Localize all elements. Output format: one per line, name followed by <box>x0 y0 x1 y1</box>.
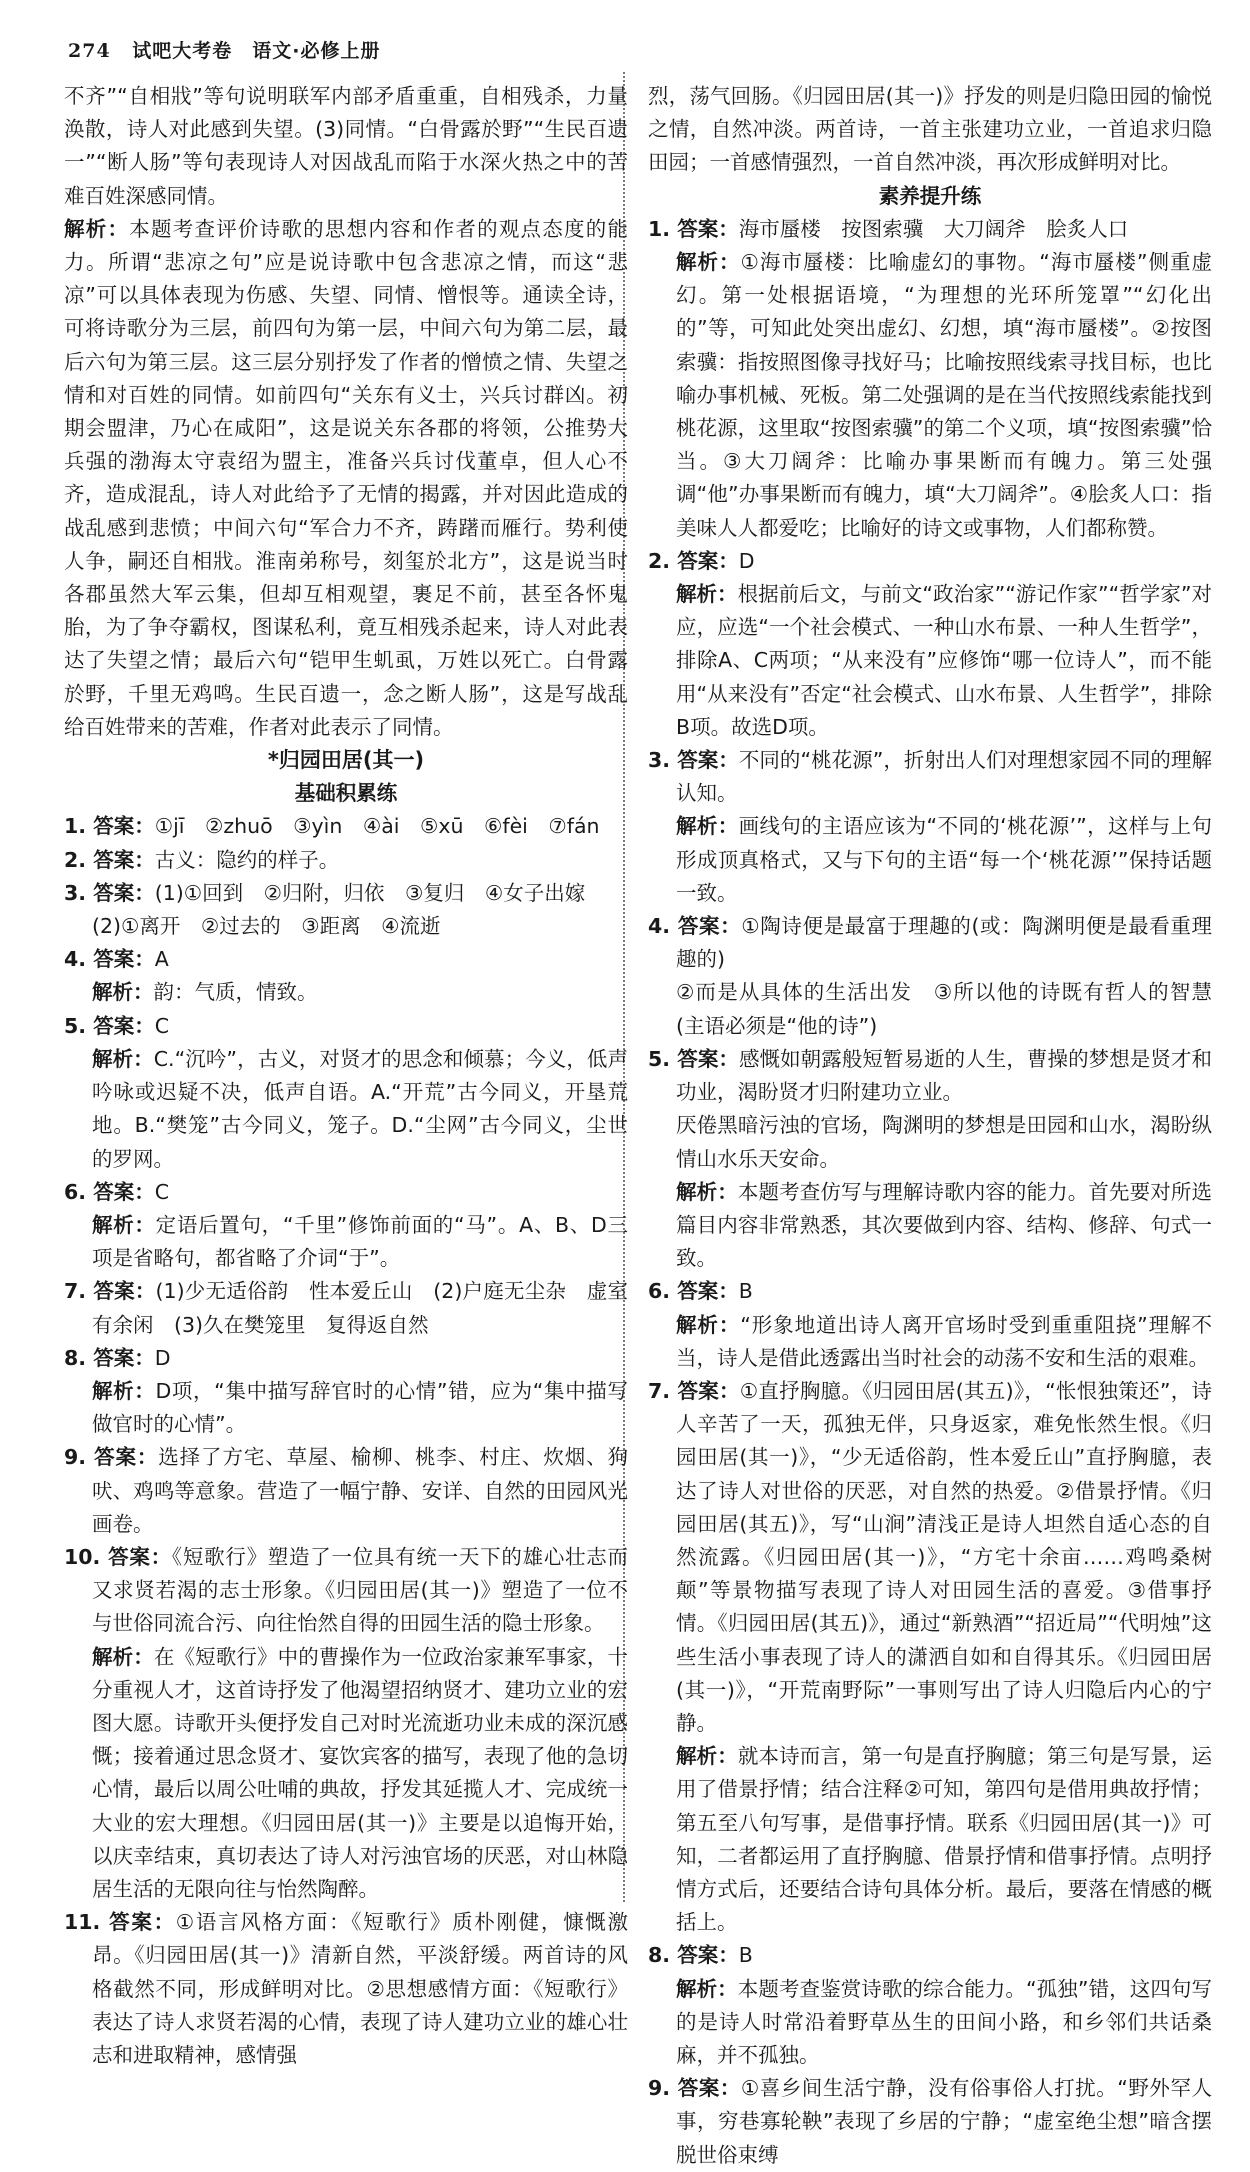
answer-text: ①语言风格方面：《短歌行》质朴刚健，慷慨激昂。《归园田居(其一)》清新自然，平淡舒缓。两首诗的风格截然不同，形成鲜明对比。②思想感情方面：《短歌行》表达了诗人求贤若渴的心情，表现了诗人建功立业的雄心壮志和进取精神，感情强 <box>92 1910 628 2067</box>
answer-label: 6. 答案： <box>64 1179 155 1204</box>
answer-label: 10. 答案： <box>64 1544 172 1569</box>
left-column <box>64 80 628 2072</box>
answer-text: ①直抒胸臆。《归园田居(其五)》，“怅恨独策还”，诗人辛苦了一天，孤独无伴，只身返家，难免怅然生恨。《归园田居(其一)》，“少无适俗韵，性本爱丘山”直抒胸臆，表达了诗人对世俗的厌恶，对自然的热爱。②借景抒情。《归园田居(其五)》，写“山涧”清浅正是诗人坦然自适心态的自然流露。《归园田居(其一)》，“方宅十余亩……鸡鸣桑树颠”等景物描写表现了诗人对田园生活的喜爱。③借事抒情。《归园田居(其五)》，通过“新熟酒”“招近局”“代明烛”这些生活小事表现了诗人的潇洒自如和自得其乐。《归园田居(其一)》，“开荒南野际”一事则写出了诗人归隐后内心的宁静。 <box>676 1378 1212 1735</box>
answer-paragraph <box>64 1010 628 1043</box>
answer-text: 根据前后文，与前文“政治家”“游记作家”“哲学家”对应，应选“一个社会模式、一种山水布景、一种人生哲学”，排除A、C两项；“从来没有”应修饰“哪一位诗人”，而不能用“从来没有”否定“社会模式、山水布景、人生哲学”，排除B项。故选D项。 <box>676 582 1212 739</box>
right-column <box>648 80 1212 2172</box>
section-heading <box>64 744 628 777</box>
answer-label: 8. 答案： <box>648 1943 739 1968</box>
answer-paragraph <box>64 976 628 1009</box>
answer-label: 1. 答案： <box>64 814 155 839</box>
answer-label: 5. 答案： <box>64 1013 155 1038</box>
answer-label: 解析： <box>64 216 130 241</box>
answer-text: 画线句的主语应该为“不同的‘桃花源’”，这样与上句形成顶真格式，又与下句的主语“每一个‘桃花源’”保持话题一致。 <box>676 814 1212 905</box>
answer-text: (1)少无适俗韵 性本爱丘山 (2)户庭无尘杂 虚室有余闲 (3)久在樊笼里 复得返自然 <box>92 1279 628 1337</box>
answer-text: C <box>154 1179 170 1204</box>
answer-paragraph <box>64 910 628 943</box>
answer-paragraph <box>64 1043 628 1176</box>
answer-text: 海市蜃楼 按图索骥 大刀阔斧 脍炙人口 <box>738 216 1129 241</box>
answer-text: 不齐”“自相戕”等句说明联军内部矛盾重重，自相残杀，力量涣散，诗人对此感到失望。(3)同情。“白骨露於野”“生民百遗一”“断人肠”等句表现诗人对因战乱而陷于水深火热之中的苦难百姓深感同情。 <box>64 84 628 208</box>
answer-paragraph <box>64 213 628 744</box>
answer-label: 7. 答案： <box>648 1378 740 1403</box>
answer-label: 11. 答案： <box>64 1910 176 1935</box>
answer-paragraph <box>648 1176 1212 1276</box>
answer-paragraph <box>648 1740 1212 1939</box>
answer-paragraph <box>64 844 628 877</box>
answer-label: 3. 答案： <box>648 748 739 773</box>
answer-text: 在《短歌行》中的曹操作为一位政治家兼军事家，十分重视人才，这首诗抒发了他渴望招纳贤才、建功立业的宏图大愿。诗歌开头便抒发自己对时光流逝功业未成的深沉感慨；接着通过思念贤才、宴饮宾客的描写，表现了他的急切心情，最后以周公吐哺的典故，抒发其延揽人才、完成统一大业的宏大理想。《归园田居(其一)》主要是以追悔开始，以庆幸结束，真切表达了诗人对污浊官场的厌恶，对山林隐居生活的无限向往与怡然陶醉。 <box>92 1644 629 1901</box>
answer-paragraph <box>64 1906 628 2072</box>
answer-paragraph <box>648 1973 1212 2073</box>
answer-paragraph <box>64 1641 628 1907</box>
answer-text: B <box>738 1279 753 1304</box>
answer-text: 素养提升练 <box>878 183 982 208</box>
answer-paragraph <box>648 80 1212 180</box>
answer-label: 3. 答案： <box>64 880 155 905</box>
answer-label: 解析： <box>92 1212 156 1237</box>
answer-text: D <box>738 548 755 573</box>
answer-label: 1. 答案： <box>648 216 739 241</box>
answer-text: 本题考查评价诗歌的思想内容和作者的观点态度的能力。所谓“悲凉之句”应是说诗歌中包含悲凉之情，而这“悲凉”可以具体表现为伤感、失望、同情、憎恨等。通读全诗，可将诗歌分为三层，前四句为第一层，中间六句为第二层，最后六句为第三层。这三层分别抒发了作者的憎愤之情、失望之情和对百姓的同情。如前四句“关东有义士，兴兵讨群凶。初期会盟津，乃心在咸阳”，这是说关东各郡的将领，公推势大兵强的渤海太守袁绍为盟主，准备兴兵讨伐董卓，但人心不齐，造成混乱，诗人对此给予了无情的揭露，并对因此造成的战乱感到悲愤；中间六句“军合力不齐，踌躇而雁行。势利使人争，嗣还自相戕。淮南弟称号，刻玺於北方”，这是说当时各郡虽然大军云集，但却互相观望，裹足不前，甚至各怀鬼胎，为了争夺霸权，图谋私利，竟互相残杀起来，诗人对此表达了失望之情；最后六句“铠甲生虮虱，万姓以死亡。白骨露於野，千里无鸡鸣。生民百遗一，念之断人肠”，这是写战乱给百姓带来的苦难，作者对此表示了同情。 <box>64 216 629 739</box>
answer-text: 就本诗而言，第一句是直抒胸臆；第三句是写景，运用了借景抒情；结合注释②可知，第四句是借用典故抒情；第五至八句写事，是借事抒情。联系《归园田居(其一)》可知，二者都运用了直抒胸臆、借景抒情和借事抒情。点明抒情方式后，还要结合诗句具体分析。最后，要落在情感的概括上。 <box>676 1744 1213 1935</box>
answer-text: ①jī ②zhuō ③yìn ④ài ⑤xū ⑥fèi ⑦fán <box>154 814 600 839</box>
answer-paragraph <box>64 1441 628 1541</box>
answer-paragraph <box>64 1342 628 1375</box>
answer-text: ①海市蜃楼：比喻虚幻的事物。“海市蜃楼”侧重虚幻。第一处根据语境，“为理想的光环所笼罩”“幻化出的”等，可知此处突出虚幻、幻想，填“海市蜃楼”。②按图索骥：指按照图像寻找好马；比喻按照线索寻找目标，也比喻办事机械、死板。第二处强调的是在当代按照线索能找到桃花源，这里取“按图索骥”的第二个义项，填“按图索骥”恰当。③大刀阔斧：比喻办事果断而有魄力。第三处强调“他”办事果断而有魄力，填“大刀阔斧”。④脍炙人口：指美味人人都爱吃；比喻好的诗文或事物，人们都称赞。 <box>676 250 1213 540</box>
answer-label: 解析： <box>676 1744 738 1769</box>
answer-text: 厌倦黑暗污浊的官场，陶渊明的梦想是田园和山水，渴盼纵情山水乐天安命。 <box>676 1113 1212 1171</box>
answer-paragraph <box>64 1375 628 1441</box>
answer-text: B <box>738 1943 753 1968</box>
answer-label: 解析： <box>92 1378 156 1403</box>
answer-paragraph <box>64 943 628 976</box>
section-heading <box>64 777 628 810</box>
section-heading <box>648 180 1212 213</box>
answer-label: 解析： <box>676 814 739 839</box>
answer-label: 7. 答案： <box>64 1279 156 1304</box>
answer-text: 选择了方宅、草屋、榆柳、桃李、村庄、炊烟、狗吠、鸡鸣等意象。营造了一幅宁静、安详、自然的田园风光画卷。 <box>92 1445 628 1536</box>
answer-text: ②而是从具体的生活出发 ③所以他的诗既有哲人的智慧(主语必须是“他的诗”) <box>676 980 1212 1038</box>
answer-paragraph <box>648 1043 1212 1109</box>
answer-text: 本题考查鉴赏诗歌的综合能力。“孤独”错，这四句写的是诗人时常沿着野草丛生的田间小路，和乡邻们共话桑麻，并不孤独。 <box>676 1976 1212 2067</box>
answer-paragraph <box>64 1541 628 1641</box>
answer-paragraph <box>64 1176 628 1209</box>
book-title: 试吧大考卷 语文·必修上册 <box>132 40 381 62</box>
answer-paragraph <box>648 578 1212 744</box>
answer-paragraph <box>64 1209 628 1275</box>
answer-text: *归园田居(其一) <box>267 748 425 773</box>
answer-text: (1)①回到 ②归附，归依 ③复归 ④女子出嫁 <box>154 880 586 905</box>
answer-label: 解析： <box>676 1976 738 2001</box>
page-number: 274 <box>68 40 111 62</box>
answer-paragraph <box>648 2072 1212 2172</box>
answer-paragraph <box>648 1109 1212 1175</box>
answer-label: 解析： <box>676 1179 738 1204</box>
answer-label: 4. 答案： <box>64 947 155 972</box>
answer-paragraph <box>648 246 1212 545</box>
answer-text: 不同的“桃花源”，折射出人们对理想家园不同的理解认知。 <box>676 748 1212 806</box>
answer-label: 解析： <box>676 1312 741 1337</box>
answer-text: 基础积累练 <box>294 781 398 806</box>
answer-label: 5. 答案： <box>648 1046 739 1071</box>
answer-text: (2)①离开 ②过去的 ③距离 ④流逝 <box>92 914 441 939</box>
answer-label: 解析： <box>676 582 738 607</box>
answer-text: 本题考查仿写与理解诗歌内容的能力。首先要对所选篇目内容非常熟悉，其次要做到内容、结构、修辞、句式一致。 <box>676 1179 1213 1271</box>
answer-text: C <box>154 1013 170 1038</box>
answer-text: 定语后置句，“千里”修饰前面的“马”。A、B、D三项是省略句，都省略了介词“于”。 <box>92 1212 629 1271</box>
answer-paragraph <box>648 910 1212 976</box>
answer-text: ①陶诗便是最富于理趣的(或：陶渊明便是最看重理趣的) <box>676 914 1212 972</box>
answer-label: 解析： <box>92 1644 154 1669</box>
answer-label: 8. 答案： <box>64 1345 155 1370</box>
answer-text: 《短歌行》塑造了一位具有统一天下的雄心壮志而又求贤若渴的志士形象。《归园田居(其一)》塑造了一位不与世俗同流合污、向往怡然自得的田园生活的隐士形象。 <box>92 1544 629 1636</box>
answer-paragraph <box>648 976 1212 1042</box>
answer-paragraph <box>648 1309 1212 1375</box>
answer-text: 烈，荡气回肠。《归园田居(其一)》抒发的则是归隐田园的愉悦之情，自然冲淡。两首诗，一首主张建功立业，一首追求归隐田园；一首感情强烈，一首自然冲淡，再次形成鲜明对比。 <box>648 84 1212 175</box>
page-header <box>68 36 381 63</box>
answer-text: 韵：气质，情致。 <box>153 980 318 1005</box>
answer-label: 9. 答案： <box>64 1445 159 1470</box>
answer-paragraph <box>648 545 1212 578</box>
answer-text: 古义：隐约的样子。 <box>154 847 340 872</box>
answer-paragraph <box>648 213 1212 246</box>
answer-paragraph <box>648 1375 1212 1740</box>
answer-paragraph <box>64 877 628 910</box>
answer-label: 4. 答案： <box>648 914 742 939</box>
answer-paragraph <box>64 1275 628 1341</box>
answer-text: D <box>154 1345 171 1370</box>
answer-paragraph <box>64 810 628 843</box>
answer-text: C.“沉吟”，古义，对贤才的思念和倾慕；今义，低声吟咏或迟疑不决，低声自语。A.“开荒”古今同义，开垦荒地。B.“樊笼”古今同义，笼子。D.“尘网”古今同义，尘世的罗网。 <box>92 1046 628 1171</box>
answer-text: A <box>154 947 169 972</box>
answer-label: 9. 答案： <box>648 2076 741 2101</box>
answer-label: 解析： <box>676 250 741 275</box>
answer-text: “形象地道出诗人离开官场时受到重重阻挠”理解不当，诗人是借此透露出当时社会的动荡不安和生活的艰难。 <box>676 1312 1212 1370</box>
answer-label: 解析： <box>92 980 154 1005</box>
answer-paragraph <box>648 744 1212 810</box>
answer-text: D项，“集中描写辞官时的心情”错，应为“集中描写做官时的心情”。 <box>92 1378 628 1437</box>
answer-text: ①喜乡间生活宁静，没有俗事俗人打扰。“野外罕人事，穷巷寡轮鞅”表现了乡居的宁静；“虚室绝尘想”暗含摆脱世俗束缚 <box>676 2076 1212 2167</box>
answer-label: 2. 答案： <box>64 847 155 872</box>
answer-label: 解析： <box>92 1046 154 1071</box>
answer-label: 6. 答案： <box>648 1279 739 1304</box>
answer-paragraph <box>648 1275 1212 1308</box>
answer-paragraph <box>648 1939 1212 1972</box>
answer-paragraph <box>64 80 628 213</box>
answer-paragraph <box>648 810 1212 910</box>
answer-text: 感慨如朝露般短暂易逝的人生，曹操的梦想是贤才和功业，渴盼贤才归附建功立业。 <box>676 1046 1212 1105</box>
answer-label: 2. 答案： <box>648 548 739 573</box>
